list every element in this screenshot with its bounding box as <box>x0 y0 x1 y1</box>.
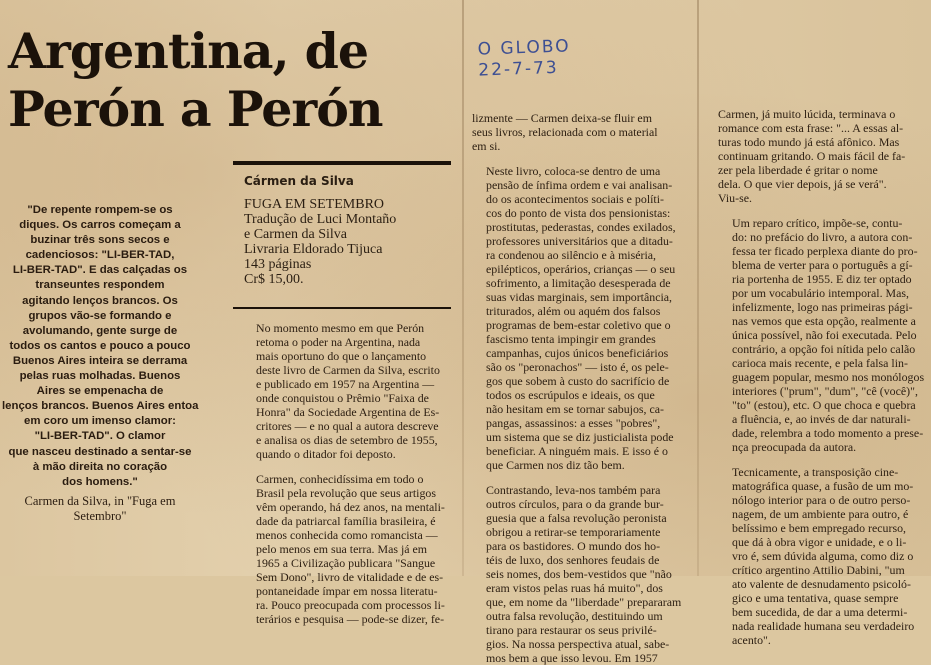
handwritten-date-note <box>477 36 571 81</box>
handnote-line-2: 22-7-73 <box>478 57 560 81</box>
text-line: do: no prefácio do livro, a autora con- <box>732 230 913 244</box>
book-title: FUGA EM SETEMBRO <box>244 197 385 212</box>
text-line: por um vocabulário intemporal. Mas, <box>732 286 909 300</box>
text-line: belíssimo e bem empregado recurso, <box>732 521 907 535</box>
text-line: não hesitam em se tornar sabujos, ca- <box>486 402 664 416</box>
epigraph-line: Aires se empenacha de <box>36 385 164 398</box>
epigraph-line: "LI-BER-TAD". O clamor <box>34 430 166 443</box>
text-line: ra. Pouco preocupada com processos li- <box>256 598 445 612</box>
text-line: Sem Dono", livro de vitalidade e de es- <box>256 570 444 584</box>
epigraph-line: cadenciosos: "LI-BER-TAD, <box>25 249 175 262</box>
handnote-line-1: O GLOBO <box>477 36 571 60</box>
epigraph-line: dos homens." <box>62 475 138 488</box>
text-line: prostitutas, pederastas, condes exilados, <box>486 220 676 234</box>
text-line: mos bem a que isso levou. Em 1957 <box>486 651 658 665</box>
text-line: seis nomes, dos bem-vestidos que "não <box>486 567 672 581</box>
text-line: nada realidade humana seu verdadeiro <box>732 619 915 633</box>
text-line: eram vistos pelas ruas há muito", dos <box>486 581 663 595</box>
text-line: blema de verter para o português a gí- <box>732 258 913 272</box>
text-line: a fluência, e, ao invés de dar naturali- <box>732 412 911 426</box>
text-line: carioca mais recente, e pela falsa lin- <box>732 356 908 370</box>
text-line: dela. O que vier depois, já se verá". <box>718 177 887 191</box>
text-line: são os "peronachos" — isto é, os pele- <box>486 360 669 374</box>
text-line: todos os escrúpulos e ideais, os que <box>486 388 655 402</box>
text-line: Um reparo crítico, impõe-se, contu- <box>732 216 903 230</box>
epigraph-quote <box>2 203 198 524</box>
book-price: Cr$ 15,00. <box>244 272 304 287</box>
text-line: Brasil pela revolução que seus artigos <box>256 486 436 500</box>
text-line: obrigou a retirar-se temporariamente <box>486 525 661 539</box>
text-line: acento". <box>732 633 771 647</box>
text-line: turas todo mundo já está afônico. Mas <box>718 135 900 149</box>
epigraph-line: grupos vão-se formando e <box>28 309 172 322</box>
epigraph-line: buzinar três sons secos e <box>30 234 170 247</box>
fold-line <box>462 0 464 576</box>
text-line: pontaneidade ímpar em nossa literatu- <box>256 584 438 598</box>
text-line: interiores ("prum", "dum", "cê (você)", <box>732 384 918 398</box>
divider-rule <box>233 161 451 165</box>
text-line: gos que sobem à custo do sacrifício de <box>486 374 670 388</box>
author-byline: Cármen da Silva <box>244 174 354 188</box>
divider-rule <box>233 307 451 309</box>
text-line: dade, relembra a todo momento a prese- <box>732 426 924 440</box>
text-line: zer pela liberdade é gritar o nome <box>718 163 878 177</box>
text-line: em si. <box>472 139 501 153</box>
text-line: vro é, sem dúvida alguma, como diz o <box>732 549 914 563</box>
book-translation: Tradução de Luci Montaño <box>244 212 397 227</box>
epigraph-line: lenços brancos. Buenos Aires entoa <box>2 400 199 413</box>
text-line: continuam gritando. O mais fácil de fa- <box>718 149 906 163</box>
text-line: outros círculos, para o da grande bur- <box>486 497 664 511</box>
text-line: outra falsa revolução, destituindo um <box>486 609 663 623</box>
text-line: programas de bem-estar coletivo que o <box>486 318 671 332</box>
text-line: campanhas, cujos únicos beneficiários <box>486 346 669 360</box>
text-line: pangas, assassinos: a esses "pobres", <box>486 416 661 430</box>
text-line: um sistema que se diz justicialista pode <box>486 430 674 444</box>
text-line: nça preocupada da autora. <box>732 440 857 454</box>
text-line: terários e pesquisa — pode-se dizer, fe- <box>256 612 445 626</box>
text-line: Neste livro, coloca-se dentro de uma <box>486 164 661 178</box>
epigraph-attribution: Carmen da Silva, in "Fuga em <box>24 493 176 508</box>
epigraph-line: agitando lenços brancos. Os <box>22 294 178 307</box>
text-line: nas vemos que esta opção, realmente a <box>732 314 916 328</box>
text-line: dade da patriarcal família brasileira, é <box>256 514 436 528</box>
text-line: mais oportuno do que o lançamento <box>256 349 427 363</box>
text-line: triturados, além ou aquém dos falsos <box>486 304 661 318</box>
epigraph-line: diques. Os carros começam a <box>19 219 181 232</box>
text-line: contrário, a opção foi nítida pelo calão <box>732 342 916 356</box>
text-line: Viu-se. <box>718 191 752 205</box>
text-line: única possível, não foi executada. Pelo <box>732 328 917 342</box>
text-line: epilépticos, operários, crianças — o seu <box>486 262 676 276</box>
text-line: romance com esta frase: "... A essas al- <box>718 121 904 135</box>
text-line: e analisa os dias de setembro de 1955, <box>256 433 438 447</box>
text-line: seus livros, relacionada com o material <box>472 125 658 139</box>
book-publisher: Livraria Eldorado Tijuca <box>244 242 383 257</box>
text-line: matográfica quase, a fusão de um mo- <box>732 479 914 493</box>
text-line: pensão de ínfima ordem e vai analisan- <box>486 178 673 192</box>
text-line: bem sucedida, de dar a uma determi- <box>732 605 908 619</box>
text-line: vêm operando, há dez anos, na mentali- <box>256 500 445 514</box>
text-line: nólogo interior para o de outro perso- <box>732 493 911 507</box>
book-translation-2: e Carmen da Silva <box>244 227 348 242</box>
headline-line-2: Perón a Perón <box>8 80 383 138</box>
epigraph-attribution: Setembro" <box>73 508 127 523</box>
text-line: infelizmente, logo nas primeiras pági- <box>732 300 913 314</box>
text-line: lizmente — Carmen deixa-se fluir em <box>472 111 652 125</box>
epigraph-line: transeuntes respondem <box>35 279 165 292</box>
text-line: fascismo tenta impingir em grandes <box>486 332 656 346</box>
text-line: ra condenou ao silêncio e à miséria, <box>486 248 657 262</box>
text-line: gios. Na nossa perspectiva atual, sabe- <box>486 637 670 651</box>
text-line: que, em nome da "liberdade" prepararam <box>486 595 682 609</box>
text-line: menos conhecida como romancista — <box>256 528 438 542</box>
text-line: professores universitários que a ditadu- <box>486 234 673 248</box>
text-line: quando o ditador foi deposto. <box>256 447 396 461</box>
article-column-2 <box>242 321 460 626</box>
epigraph-line: LI-BER-TAD". E das calçadas os <box>12 264 188 277</box>
text-line: retoma o poder na Argentina, nada <box>256 335 421 349</box>
article-column-3 <box>472 111 694 665</box>
text-line: que dá à obra vigor e unidade, e o li- <box>732 535 907 549</box>
text-line: Carmen, conhecidíssima em todo o <box>256 472 424 486</box>
text-line: nagem, de um ambiente para outro, é <box>732 507 909 521</box>
text-line: téis de luxo, dos senhores feudais de <box>486 553 660 567</box>
text-line: crítico argentino Attilio Dabini, "um <box>732 563 905 577</box>
text-line: 1965 a Civilização publicara "Sangue <box>256 556 436 570</box>
text-line: tirano para restaurar os seus privilé- <box>486 623 657 637</box>
epigraph-line: que nasceu destinado a sentar-se <box>8 445 192 458</box>
text-line: fessa ter ficado perplexa diante do pro- <box>732 244 918 258</box>
book-info-box <box>244 197 454 287</box>
text-line: guesia que a falsa revolução peronista <box>486 511 667 525</box>
text-line: "to" (estou), etc. O que choca e quebra <box>732 398 916 412</box>
text-line: Tecnicamente, a transposição cine- <box>732 465 899 479</box>
text-line: No momento mesmo em que Perón <box>256 321 425 335</box>
text-line: guagem popular, mesmo nos monólogos <box>732 370 925 384</box>
article-column-4 <box>718 107 930 647</box>
text-line: do os acontecimentos sociais e políti- <box>486 192 664 206</box>
epigraph-line: Buenos Aires inteira se derrama <box>12 354 188 367</box>
text-line: cos do ponto de vista dos pensionistas: <box>486 206 671 220</box>
text-line: ato valente de desnudamento psicoló- <box>732 577 911 591</box>
text-line: ria portenha de 1955. E diz ter optado <box>732 272 912 286</box>
epigraph-line: em coro um imenso clamor: <box>24 415 176 428</box>
text-line: deste livro de Carmen da Silva, escrito <box>256 363 440 377</box>
epigraph-line: à mão direita no coração <box>32 460 168 473</box>
text-line: Carmen, já muito lúcida, terminava o <box>718 107 896 121</box>
epigraph-line: todos os cantos e pouco a pouco <box>9 339 191 352</box>
text-line: sofrimento, a limitação desesperada de <box>486 276 671 290</box>
epigraph-line: avolumando, gente surge de <box>22 324 178 337</box>
text-line: critores — e no qual a autora descreve <box>256 419 439 433</box>
text-line: pelo menos em sua terra. Mas já em <box>256 542 428 556</box>
book-pages: 143 páginas <box>244 257 312 272</box>
text-line: para os bastidores. O mundo dos ho- <box>486 539 661 553</box>
text-line: beneficiar. A ninguém mais. E isso é o <box>486 444 668 458</box>
epigraph-line: pelas ruas molhadas. Buenos <box>19 370 181 383</box>
text-line: que Carmen nos diz tão bem. <box>486 458 625 472</box>
headline-line-1: Argentina, de <box>8 22 369 80</box>
text-line: e publicado em 1957 na Argentina — <box>256 377 435 391</box>
fold-line <box>697 0 699 576</box>
epigraph-line: "De repente rompem-se os <box>27 204 173 216</box>
text-line: gico e uma tentativa, quase sempre <box>732 591 899 605</box>
text-line: Honra" da Sociedade Argentina de Es- <box>256 405 440 419</box>
article-headline <box>8 22 458 138</box>
text-line: Contrastando, leva-nos também para <box>486 483 661 497</box>
text-line: suas vidas marginais, sem importância, <box>486 290 673 304</box>
text-line: onde conquistou o Prêmio "Faixa de <box>256 391 429 405</box>
